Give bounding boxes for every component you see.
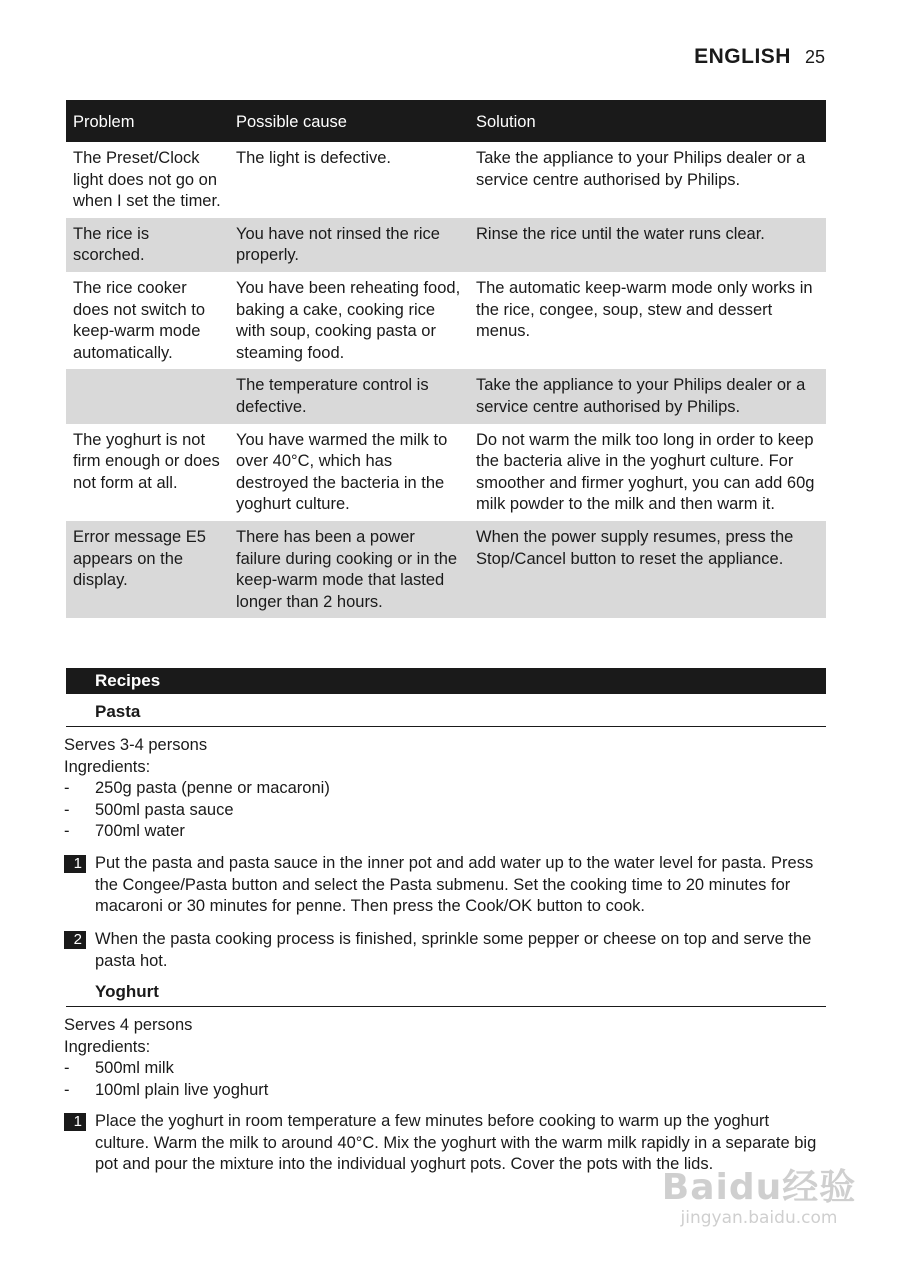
solution-cell: Take the appliance to your Philips dealer or a service centre authorised by Philips.: [469, 369, 826, 423]
yoghurt-info: [64, 1015, 834, 1101]
column-header-problem: Problem: [66, 100, 229, 142]
list-item: - 500ml milk: [64, 1059, 174, 1078]
ingredient-text: 500ml milk: [95, 1059, 174, 1078]
pasta-step: [64, 929, 826, 972]
ingredient-text: 250g pasta (penne or macaroni): [95, 779, 330, 798]
pasta-title: Pasta: [95, 702, 141, 721]
ingredient-text: 100ml plain live yoghurt: [95, 1080, 269, 1099]
troubleshooting-table: [66, 100, 826, 618]
yoghurt-ingredients-list: [64, 1058, 834, 1101]
recipes-title: Recipes: [95, 671, 161, 690]
list-item: - 250g pasta (penne or macaroni): [64, 779, 330, 798]
pasta-ingredients-list: [64, 778, 834, 843]
yoghurt-serves: Serves 4 persons: [64, 1016, 193, 1034]
table-header-row: [66, 100, 826, 142]
table-row: [66, 424, 826, 521]
solution-cell: Take the appliance to your Philips dealer or a service centre authorised by Philips.: [476, 149, 806, 189]
yoghurt-title: Yoghurt: [95, 982, 159, 1001]
step-number-badge: 2: [64, 931, 86, 949]
step-number-badge: 1: [64, 1113, 86, 1131]
page-header: [694, 44, 825, 70]
ingredient-text: 500ml pasta sauce: [95, 800, 234, 819]
solution-cell: Do not warm the milk too long in order to keep the bacteria alive in the yoghurt culture. For smoother and firmer yoghurt, you can add 60g milk powder to the milk and then warm it.: [476, 430, 815, 514]
cause-cell: You have been reheating food, baking a cake, cooking rice with soup, cooking pasta or steaming food.: [236, 278, 461, 362]
cause-cell: The temperature control is defective.: [229, 369, 469, 423]
problem-cell: Error message E5 appears on the display.: [66, 521, 229, 618]
ingredient-text: 700ml water: [95, 822, 185, 841]
cause-cell: You have not rinsed the rice properly.: [229, 218, 469, 272]
pasta-ingredients-label: Ingredients:: [64, 757, 151, 776]
list-item: - 500ml pasta sauce: [64, 800, 234, 819]
problem-cell: The yoghurt is not firm enough or does not form at all.: [73, 430, 220, 492]
problem-cell: The Preset/Clock light does not go on when I set the timer.: [73, 149, 221, 211]
table-row: [66, 521, 826, 618]
recipes-section-heading: [66, 668, 826, 694]
table-row: [66, 218, 826, 272]
step-number-badge: 1: [64, 855, 86, 873]
step-text: Place the yoghurt in room temperature a few minutes before cooking to warm up the yoghurt culture. Warm the milk to around 40°C. Mix the yoghurt with the warm milk rapidly in a separate big pot and pour the mixture into the individual yoghurt pots. Cover the pots with the lids.: [95, 1112, 817, 1174]
watermark-logo: Baidu经验: [661, 1167, 857, 1208]
problem-cell: The rice cooker does not switch to keep-warm mode automatically.: [73, 278, 206, 362]
cause-cell: You have warmed the milk to over 40°C, which has destroyed the bacteria in the yoghurt culture.: [236, 430, 448, 514]
pasta-step: [64, 853, 826, 918]
solution-cell: The automatic keep-warm mode only works in the rice, congee, soup, stew and dessert menus.: [476, 278, 813, 341]
column-header-cause: Possible cause: [229, 100, 469, 142]
step-text: Put the pasta and pasta sauce in the inner pot and add water up to the water level for pasta. Press the Congee/Pasta button and select the Pasta submenu. Set the cooking time to 20 minutes for macaroni or 30 minutes for penne. Then press the Cook/OK button to cook.: [95, 854, 814, 916]
pasta-info: [64, 735, 834, 843]
problem-cell: The rice is scorched.: [66, 218, 229, 272]
yoghurt-ingredients-label: Ingredients:: [64, 1037, 151, 1056]
language-label: ENGLISH: [694, 45, 791, 68]
watermark-url: jingyan.baidu.com: [680, 1208, 838, 1228]
list-item: - 100ml plain live yoghurt: [64, 1080, 269, 1099]
column-header-solution: Solution: [469, 100, 826, 142]
list-item: - 700ml water: [64, 822, 185, 841]
page-number: 25: [804, 47, 825, 67]
baidu-watermark: [644, 1168, 874, 1228]
solution-cell: When the power supply resumes, press the Stop/Cancel button to reset the appliance.: [469, 521, 826, 618]
step-text: When the pasta cooking process is finished, sprinkle some pepper or cheese on top and serve the pasta hot.: [95, 930, 812, 970]
pasta-heading: [66, 698, 826, 727]
table-row: [66, 272, 826, 369]
cause-cell: There has been a power failure during cooking or in the keep-warm mode that lasted longer than 2 hours.: [229, 521, 469, 618]
pasta-serves: Serves 3-4 persons: [64, 736, 208, 754]
cause-cell: The light is defective.: [236, 149, 391, 167]
problem-cell: [66, 369, 229, 423]
solution-cell: Rinse the rice until the water runs clear.: [469, 218, 826, 272]
table-row: [66, 369, 826, 423]
table-row: [66, 142, 826, 218]
yoghurt-heading: [66, 978, 826, 1007]
